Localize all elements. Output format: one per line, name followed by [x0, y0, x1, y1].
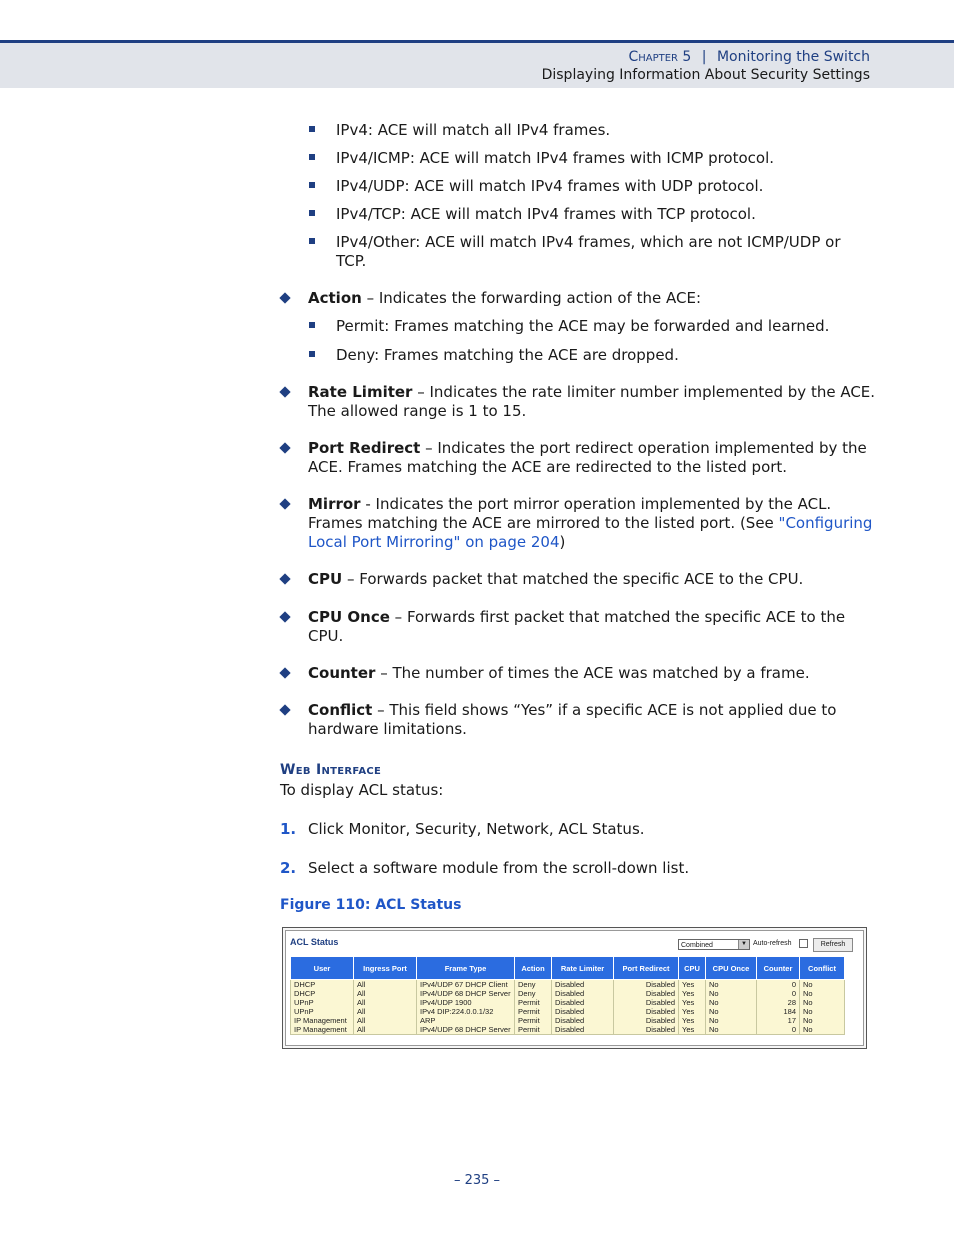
- cell-cpu-once: No: [706, 1007, 757, 1016]
- field-conflict: [308, 701, 876, 739]
- cell-cpu: Yes: [679, 989, 706, 998]
- module-select-value: Combined: [681, 942, 713, 949]
- desc: – Indicates the port redirect operation implemented by the ACE. Frames matching the ACE are redirected to the listed port.: [308, 439, 867, 476]
- cell-user: UPnP: [291, 1007, 354, 1016]
- page-header: [0, 40, 954, 88]
- desc-tail: ): [559, 533, 566, 551]
- frame-type-item: IPv4/UDP: ACE will match IPv4 frames with UDP protocol.: [336, 177, 764, 195]
- panel-title: ACL Status: [290, 937, 339, 947]
- cell-conflict: No: [800, 989, 845, 998]
- chapter-label: Chapter 5: [628, 49, 692, 65]
- cell-counter: 0: [757, 980, 800, 990]
- section-title: Displaying Information About Security Settings: [541, 67, 870, 83]
- table-row: [291, 1016, 845, 1025]
- bullet-square: [309, 322, 315, 328]
- cell-cpu-once: No: [706, 1016, 757, 1025]
- cell-cpu-once: No: [706, 980, 757, 990]
- bullet-diamond: [279, 573, 290, 584]
- cell-port-redirect: Disabled: [614, 1016, 679, 1025]
- field-mirror: [308, 495, 876, 552]
- cell-cpu: Yes: [679, 980, 706, 990]
- cell-action: Deny: [515, 980, 552, 990]
- bullet-diamond: [279, 611, 290, 622]
- col-header: CPU: [679, 957, 706, 980]
- desc: – Forwards packet that matched the specific ACE to the CPU.: [342, 570, 804, 588]
- cell-counter: 0: [757, 989, 800, 998]
- step-number: 2.: [280, 859, 297, 877]
- cell-port-redirect: Disabled: [614, 1007, 679, 1016]
- term: Counter: [308, 664, 376, 682]
- table-row: [291, 998, 845, 1007]
- cell-conflict: No: [800, 980, 845, 990]
- cell-action: Permit: [515, 998, 552, 1007]
- figure-caption: Figure 110: ACL Status: [280, 897, 462, 913]
- web-interface-heading: Web Interface: [280, 762, 382, 778]
- bullet-square: [309, 210, 315, 216]
- step-number: 1.: [280, 820, 297, 838]
- bullet-diamond: [279, 667, 290, 678]
- cell-cpu: Yes: [679, 1016, 706, 1025]
- cell-user: IP Management: [291, 1025, 354, 1035]
- cell-port-redirect: Disabled: [614, 989, 679, 998]
- frame-type-item: IPv4: ACE will match all IPv4 frames.: [336, 121, 611, 139]
- cell-action: Deny: [515, 989, 552, 998]
- field-rate-limiter: [308, 383, 876, 421]
- desc: – The number of times the ACE was matched by a frame.: [375, 664, 810, 682]
- cell-cpu-once: No: [706, 998, 757, 1007]
- refresh-button[interactable]: Refresh: [813, 938, 853, 952]
- auto-refresh-label: Auto-refresh: [753, 940, 792, 947]
- cell-user: UPnP: [291, 998, 354, 1007]
- module-select[interactable]: [678, 939, 750, 950]
- bullet-diamond: [279, 704, 290, 715]
- cell-rate-limiter: Disabled: [552, 980, 614, 990]
- cell-ingress-port: All: [354, 980, 417, 990]
- cell-rate-limiter: Disabled: [552, 998, 614, 1007]
- cell-user: DHCP: [291, 980, 354, 990]
- cell-port-redirect: Disabled: [614, 998, 679, 1007]
- col-header: Ingress Port: [354, 957, 417, 980]
- bullet-square: [309, 238, 315, 244]
- cell-port-redirect: Disabled: [614, 980, 679, 990]
- cell-counter: 17: [757, 1016, 800, 1025]
- cell-counter: 184: [757, 1007, 800, 1016]
- table-row: [291, 980, 845, 990]
- term: CPU Once: [308, 608, 390, 626]
- desc: – Indicates the rate limiter number implemented by the ACE. The allowed range is 1 to 15.: [308, 383, 876, 420]
- action-item: Permit: Frames matching the ACE may be forwarded and learned.: [336, 317, 830, 335]
- col-header: CPU Once: [706, 957, 757, 980]
- term: CPU: [308, 570, 343, 588]
- cell-rate-limiter: Disabled: [552, 1016, 614, 1025]
- desc: – This field shows “Yes” if a specific ACE is not applied due to hardware limitations.: [308, 701, 837, 738]
- bullet-diamond: [279, 292, 290, 303]
- cell-cpu: Yes: [679, 998, 706, 1007]
- acl-status-figure: [282, 927, 867, 1049]
- bullet-diamond: [279, 386, 290, 397]
- col-header: Conflict: [800, 957, 845, 980]
- cell-frame-type: IPv4/UDP 68 DHCP Server: [417, 989, 515, 998]
- desc: - Indicates the port mirror operation implemented by the ACL. Frames matching the ACE are mirrored to the listed port. (See: [308, 495, 832, 532]
- page-number: – 235 –: [453, 1173, 501, 1188]
- port-mirroring-link[interactable]: "Configuring Local Port Mirroring" on page 204: [308, 514, 873, 551]
- cell-rate-limiter: Disabled: [552, 989, 614, 998]
- cell-user: DHCP: [291, 989, 354, 998]
- desc: – Forwards first packet that matched the specific ACE to the CPU.: [308, 608, 846, 645]
- table-row: [291, 989, 845, 998]
- col-header: Rate Limiter: [552, 957, 614, 980]
- table-row: [291, 1007, 845, 1016]
- action-item: Deny: Frames matching the ACE are dropped.: [336, 346, 679, 364]
- bullet-square: [309, 351, 315, 357]
- cell-user: IP Management: [291, 1016, 354, 1025]
- col-header: Frame Type: [417, 957, 515, 980]
- col-header: User: [291, 957, 354, 980]
- bullet-diamond: [279, 498, 290, 509]
- cell-counter: 28: [757, 998, 800, 1007]
- desc: – Indicates the forwarding action of the ACE:: [361, 289, 701, 307]
- chapter-title: Monitoring the Switch: [716, 49, 870, 65]
- term: Conflict: [308, 701, 373, 719]
- cell-rate-limiter: Disabled: [552, 1025, 614, 1035]
- col-header: Action: [515, 957, 552, 980]
- cell-action: Permit: [515, 1007, 552, 1016]
- table-row: [291, 1025, 845, 1035]
- term: Rate Limiter: [308, 383, 413, 401]
- field-cpu: [308, 570, 876, 589]
- cell-rate-limiter: Disabled: [552, 1007, 614, 1016]
- acl-status-table: [290, 956, 845, 1035]
- cell-ingress-port: All: [354, 1016, 417, 1025]
- cell-counter: 0: [757, 1025, 800, 1035]
- cell-cpu-once: No: [706, 1025, 757, 1035]
- bullet-square: [309, 154, 315, 160]
- field-port-redirect: [308, 439, 876, 477]
- cell-conflict: No: [800, 1016, 845, 1025]
- acl-status-panel: [285, 930, 864, 1046]
- cell-conflict: No: [800, 1007, 845, 1016]
- term: Port Redirect: [308, 439, 421, 457]
- web-interface-intro: To display ACL status:: [280, 781, 444, 799]
- field-counter: [308, 664, 876, 683]
- bullet-diamond: [279, 442, 290, 453]
- bullet-square: [309, 182, 315, 188]
- cell-action: Permit: [515, 1016, 552, 1025]
- cell-ingress-port: All: [354, 989, 417, 998]
- chevron-down-icon[interactable]: ▼: [738, 940, 749, 949]
- cell-ingress-port: All: [354, 1007, 417, 1016]
- field-action: [308, 289, 876, 308]
- field-cpu-once: [308, 608, 876, 646]
- frame-type-item: IPv4/Other: ACE will match IPv4 frames, which are not ICMP/UDP or TCP.: [336, 233, 841, 270]
- frame-type-item: IPv4/ICMP: ACE will match IPv4 frames with ICMP protocol.: [336, 149, 775, 167]
- frame-type-item: IPv4/TCP: ACE will match IPv4 frames with TCP protocol.: [336, 205, 756, 223]
- col-header: Counter: [757, 957, 800, 980]
- cell-frame-type: IPv4 DIP:224.0.0.1/32: [417, 1007, 515, 1016]
- cell-conflict: No: [800, 1025, 845, 1035]
- header-separator: |: [701, 49, 707, 65]
- cell-ingress-port: All: [354, 1025, 417, 1035]
- cell-frame-type: ARP: [417, 1016, 515, 1025]
- cell-ingress-port: All: [354, 998, 417, 1007]
- auto-refresh-checkbox[interactable]: [799, 939, 808, 948]
- cell-frame-type: IPv4/UDP 68 DHCP Server: [417, 1025, 515, 1035]
- step-text: Select a software module from the scroll-down list.: [308, 859, 690, 877]
- step-text: Click Monitor, Security, Network, ACL Status.: [308, 820, 645, 838]
- bullet-square: [309, 126, 315, 132]
- header-chapter-line: [628, 49, 870, 65]
- col-header: Port Redirect: [614, 957, 679, 980]
- cell-conflict: No: [800, 998, 845, 1007]
- term: Action: [308, 289, 362, 307]
- cell-frame-type: IPv4/UDP 67 DHCP Client: [417, 980, 515, 990]
- cell-cpu: Yes: [679, 1007, 706, 1016]
- term: Mirror: [308, 495, 361, 513]
- cell-port-redirect: Disabled: [614, 1025, 679, 1035]
- table-header-row: [291, 957, 845, 980]
- cell-cpu: Yes: [679, 1025, 706, 1035]
- cell-action: Permit: [515, 1025, 552, 1035]
- cell-cpu-once: No: [706, 989, 757, 998]
- cell-frame-type: IPv4/UDP 1900: [417, 998, 515, 1007]
